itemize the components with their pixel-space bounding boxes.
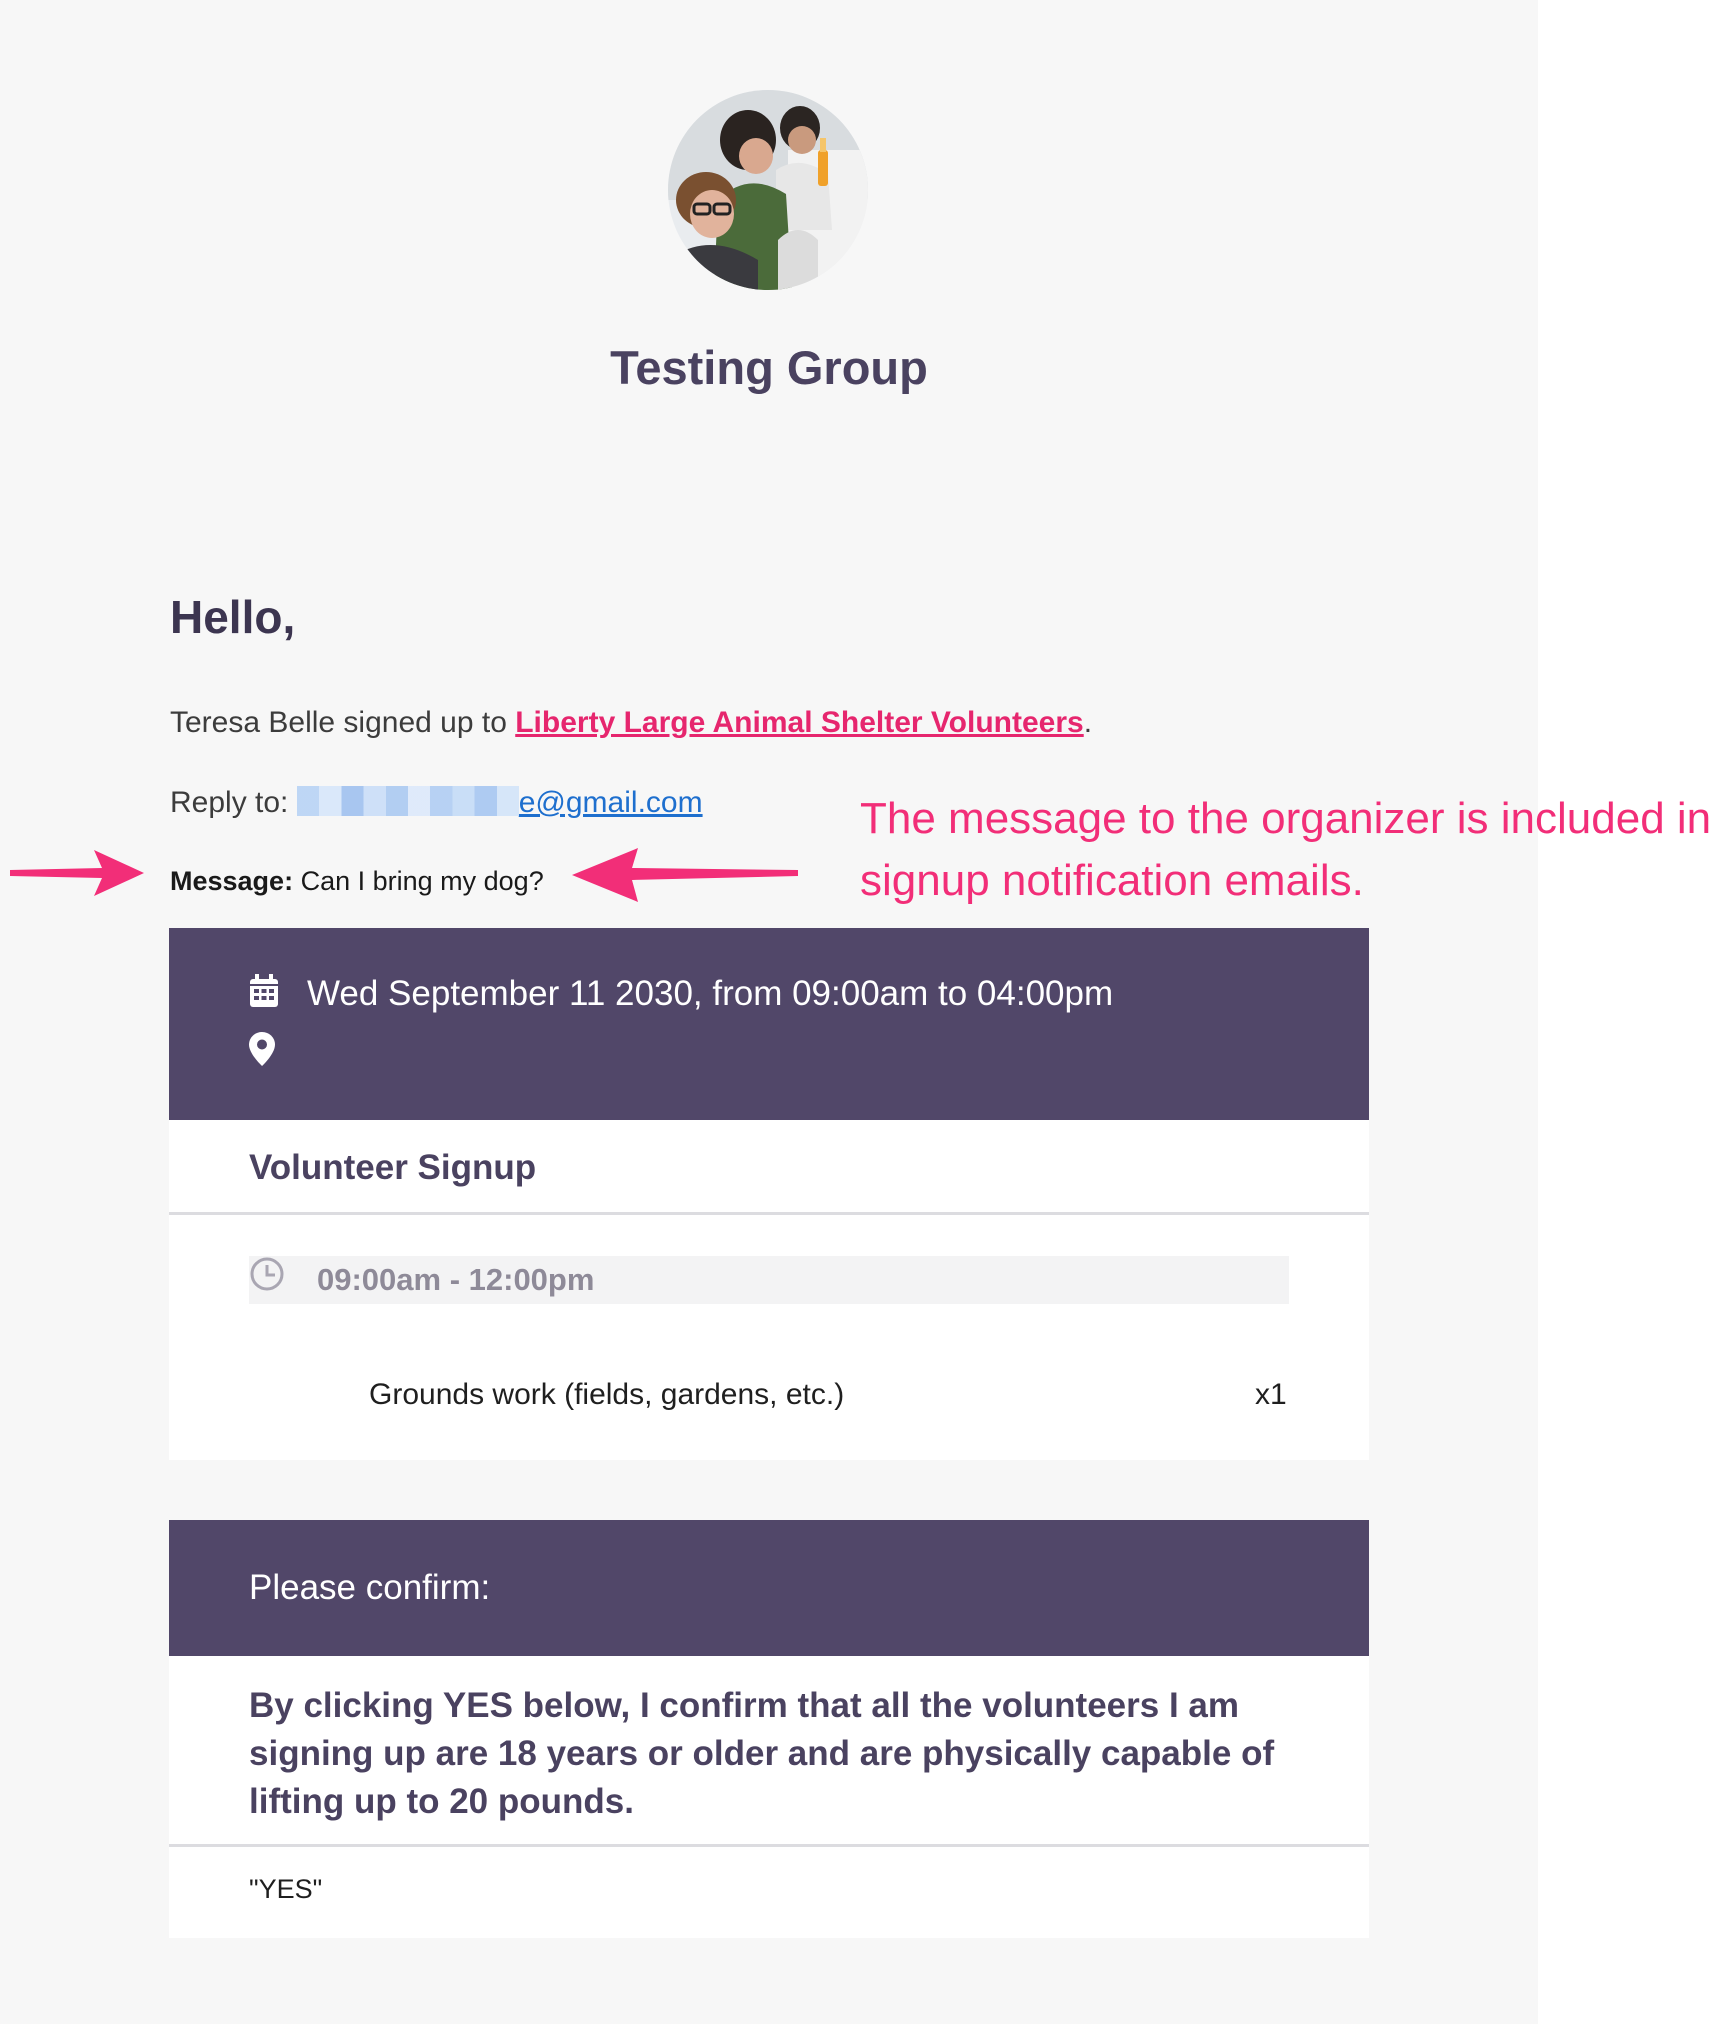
group-name: Testing Group — [610, 341, 928, 394]
signup-prefix: Teresa Belle signed up to — [170, 706, 516, 739]
right-arrow-icon — [572, 844, 798, 906]
task-quantity: x1 — [1255, 1378, 1287, 1411]
time-slot-label: 09:00am - 12:00pm — [317, 1262, 595, 1297]
event-datetime: Wed September 11 2030, from 09:00am to 04:00pm — [307, 974, 1114, 1013]
signup-event-link[interactable]: Liberty Large Animal Shelter Volunteers — [515, 706, 1084, 739]
clock-icon — [249, 1256, 285, 1297]
group-avatar — [668, 90, 868, 290]
signup-suffix: . — [1083, 706, 1093, 739]
left-arrow-icon — [10, 846, 146, 900]
annotation-callout: The message to the organizer is included in signup notification emails. — [860, 794, 1712, 905]
task-name: Grounds work (fields, gardens, etc.) — [369, 1378, 845, 1411]
divider — [169, 1844, 1369, 1847]
message-line — [170, 866, 544, 897]
map-pin-icon — [249, 1032, 275, 1071]
redacted-email-part — [297, 786, 519, 816]
message-label: Message: — [170, 866, 294, 896]
divider — [169, 1212, 1369, 1215]
reply-to-label: Reply to: — [170, 786, 289, 819]
greeting: Hello, — [170, 591, 296, 643]
signup-sentence — [170, 706, 1092, 740]
message-text: Can I bring my dog? — [300, 866, 544, 896]
confirm-answer: "YES" — [249, 1874, 323, 1904]
calendar-icon — [249, 974, 279, 1013]
event-details-box — [169, 928, 1369, 1120]
volunteer-signup-title: Volunteer Signup — [249, 1148, 537, 1187]
volunteer-signup-box — [169, 1120, 1369, 1460]
confirm-header — [169, 1520, 1369, 1656]
confirm-body — [169, 1656, 1369, 1938]
reply-to-email-link[interactable]: e@gmail.com — [518, 786, 703, 819]
reply-to-line — [170, 786, 703, 820]
confirm-header-label: Please confirm: — [249, 1568, 491, 1607]
confirm-statement: By clicking YES below, I confirm that all the volunteers I am signing up are 18 years or older and are physically capable of lifting up to 20 pounds. — [249, 1686, 1275, 1821]
